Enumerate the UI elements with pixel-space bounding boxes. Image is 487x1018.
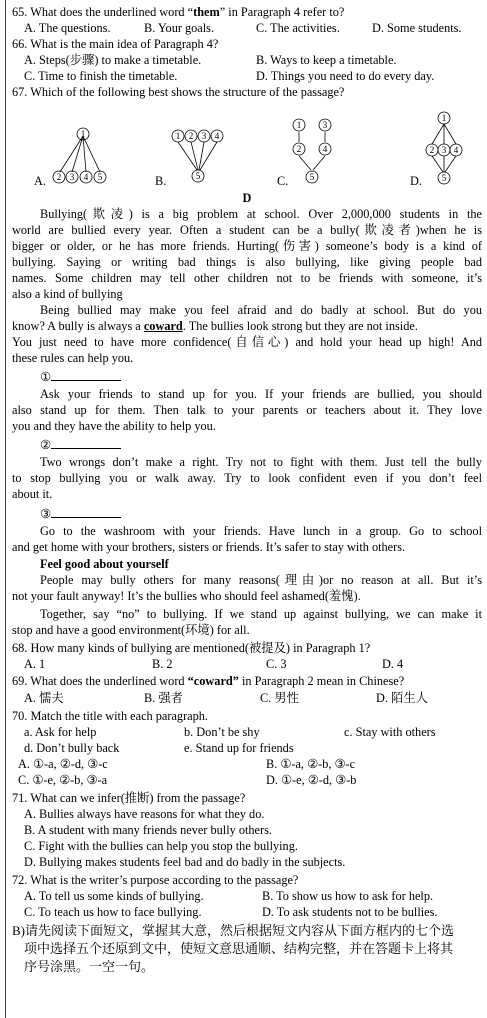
p5-line2: and get home with your brothers, sisters or friends. It’s safer to stay with others.: [12, 540, 406, 554]
q67-stem: 67. Which of the following best shows the structure of the passage?: [12, 85, 345, 99]
q70-option-a[interactable]: A. ①-a, ②-d, ③-c: [18, 757, 108, 771]
svg-text:1: 1: [80, 129, 86, 139]
q66-option-d[interactable]: D. Things you need to do every day.: [256, 69, 435, 83]
q70-stem: 70. Match the title with each paragraph.: [12, 709, 208, 723]
svg-text:1: 1: [175, 131, 181, 141]
q68-option-c[interactable]: C. 3: [266, 657, 287, 671]
q65-option-a[interactable]: A. The questions.: [24, 21, 111, 35]
q67-diagram-b[interactable]: [168, 122, 238, 198]
svg-text:5: 5: [309, 172, 315, 182]
q69-option-d[interactable]: D. 陌生人: [376, 691, 428, 705]
p4-line2: to stop bullying you or walk away. Try to look confident even if you don’t feel: [12, 471, 482, 485]
title-d: d. Don’t bully back: [24, 741, 120, 755]
q68-option-b[interactable]: B. 2: [152, 657, 173, 671]
svg-text:5: 5: [195, 171, 201, 181]
margin-line: [5, 0, 6, 1018]
p1-line1: Bullying(欺凌) is a big problem at school. Over 2,000,000 students in the: [40, 207, 482, 221]
p1-line3: bigger or older, or he has more friends. Hurting(伤害) someone’s body is a kind of: [12, 239, 482, 253]
svg-text:4: 4: [214, 131, 220, 141]
q67-label-c[interactable]: C.: [277, 174, 289, 188]
q72-option-c[interactable]: C. To teach us how to face bullying.: [24, 905, 202, 919]
q68-stem: 68. How many kinds of bullying are mentioned(被提及) in Paragraph 1?: [12, 641, 371, 655]
q66-option-c[interactable]: C. Time to finish the timetable.: [24, 69, 178, 83]
q69-option-a[interactable]: A. 懦夫: [24, 691, 64, 705]
q71-option-c[interactable]: C. Fight with the bullies can help you stop the bullying.: [24, 839, 298, 853]
q70-option-d[interactable]: D. ①-e, ②-d, ③-b: [266, 773, 357, 787]
p3-line3: you and they have the ability to help you.: [12, 419, 216, 433]
svg-text:1: 1: [296, 120, 302, 130]
svg-text:3: 3: [441, 145, 447, 155]
p5-line1: Go to the washroom with your friends. Have lunch in a group. Go to school: [40, 524, 482, 538]
p4-line1: Two wrongs don’t make a right. Try not to fight with them. Just tell the bully: [40, 455, 482, 469]
q71-option-a[interactable]: A. Bullies always have reasons for what they do.: [24, 807, 265, 821]
q65-stem: 65. What does the underlined word “them” in Paragraph 4 refer to?: [12, 5, 345, 19]
svg-text:4: 4: [83, 172, 89, 182]
title-c: c. Stay with others: [344, 725, 436, 739]
title-e: e. Stand up for friends: [184, 741, 294, 755]
title-a: a. Ask for help: [24, 725, 97, 739]
partb-line1: B)请先阅读下面短文，掌握其大意，然后根据短文内容从下面方框内的七个选: [12, 923, 455, 938]
svg-text:2: 2: [296, 144, 302, 154]
q72-option-a[interactable]: A. To tell us some kinds of bullying.: [24, 889, 204, 903]
p7-line1: Together, say “no” to bullying. If we stand up against bullying, we can make it: [40, 607, 482, 621]
svg-text:4: 4: [322, 144, 328, 154]
q71-option-b[interactable]: B. A student with many friends never bully others.: [24, 823, 272, 837]
q69-option-b[interactable]: B. 强者: [144, 691, 183, 705]
q68-option-a[interactable]: A. 1: [24, 657, 46, 671]
p2-line3: You just need to have more confidence(自信心) and hold your head up high! And: [12, 335, 482, 349]
q72-stem: 72. What is the writer’s purpose according to the passage?: [12, 873, 299, 887]
q65-option-b[interactable]: B. Your goals.: [144, 21, 215, 35]
q68-option-d[interactable]: D. 4: [382, 657, 404, 671]
title-b: b. Don’t be shy: [184, 725, 260, 739]
q67-label-b[interactable]: B.: [155, 174, 167, 188]
p1-line6: also a kind of bullying: [12, 287, 123, 301]
q71-option-d[interactable]: D. Bullying makes students feel bad and do badly in the subjects.: [24, 855, 346, 869]
p3-line1: Ask your friends to stand up for you. If your friends are bullied, you should: [40, 387, 482, 401]
q66-option-b[interactable]: B. Ways to keep a timetable.: [256, 53, 397, 67]
q70-option-b[interactable]: B. ①-a, ②-b, ③-c: [266, 757, 356, 771]
svg-text:5: 5: [441, 173, 447, 183]
blank-1[interactable]: ①: [40, 368, 487, 385]
svg-text:5: 5: [97, 172, 103, 182]
svg-text:4: 4: [453, 145, 459, 155]
p6-line1: People may bully others for many reasons(理由)or no reason at all. But it’s: [40, 573, 482, 587]
p2-line2: know? A bully is always a coward. The bullies look strong but they are not inside.: [12, 319, 418, 333]
svg-text:2: 2: [429, 145, 435, 155]
q65-option-c[interactable]: C. The activities.: [256, 21, 340, 35]
svg-text:3: 3: [322, 120, 328, 130]
p2-line1: Being bullied may make you feel afraid and do badly at school. But do you: [40, 303, 482, 317]
blank-2[interactable]: ②: [40, 436, 487, 453]
p6-line2: not your fault anyway! It’s the bullies who should feel ashamed(羞愧).: [12, 589, 361, 603]
partb-line3: 序号涂黑。一空一句。: [24, 959, 155, 974]
svg-text:2: 2: [56, 172, 62, 182]
partb-line2: 项中选择五个还原到文中，使短文意思通顺、结构完整，并在答题卡上将其: [24, 941, 454, 956]
q72-option-d[interactable]: D. To ask students not to be bullies.: [262, 905, 438, 919]
section-heading-d: D: [242, 191, 252, 205]
q67-label-d[interactable]: D.: [410, 174, 422, 188]
q70-option-c[interactable]: C. ①-e, ②-b, ③-a: [18, 773, 108, 787]
p4-line3: about it.: [12, 487, 53, 501]
svg-text:3: 3: [201, 131, 207, 141]
p1-line4: bullying. Saying or writing bad things is also bullying, like giving people bad: [12, 255, 482, 269]
p1-line5: names. Some children may tell other children not to be friends with someone, it’s: [12, 271, 482, 285]
p3-line2: also stand up for them. Then talk to your parents or teachers about it. They love: [12, 403, 482, 417]
svg-text:1: 1: [441, 113, 447, 123]
q67-label-a[interactable]: A.: [34, 174, 46, 188]
q69-option-c[interactable]: C. 男性: [260, 691, 299, 705]
p1-line2: world are bullied every year. Often a student can be a bully(欺凌者)when he is: [12, 223, 482, 237]
q71-stem: 71. What can we infer(推断) from the passage?: [12, 791, 246, 805]
svg-text:2: 2: [188, 131, 194, 141]
q72-option-b[interactable]: B. To show us how to ask for help.: [262, 889, 434, 903]
q66-stem: 66. What is the main idea of Paragraph 4?: [12, 37, 219, 51]
blank-3[interactable]: ③: [40, 505, 487, 522]
subheading: Feel good about yourself: [40, 557, 169, 571]
word-coward: coward: [143, 319, 183, 333]
p7-line2: stop and have a good environment(环境) for all.: [12, 623, 250, 637]
q65-option-d[interactable]: D. Some students.: [372, 21, 462, 35]
q69-stem: 69. What does the underlined word “coward” in Paragraph 2 mean in Chinese?: [12, 674, 405, 688]
q66-option-a[interactable]: A. Steps(步骤) to make a timetable.: [24, 53, 202, 67]
p2-line4: these rules can help you.: [12, 351, 134, 365]
svg-text:3: 3: [69, 172, 75, 182]
